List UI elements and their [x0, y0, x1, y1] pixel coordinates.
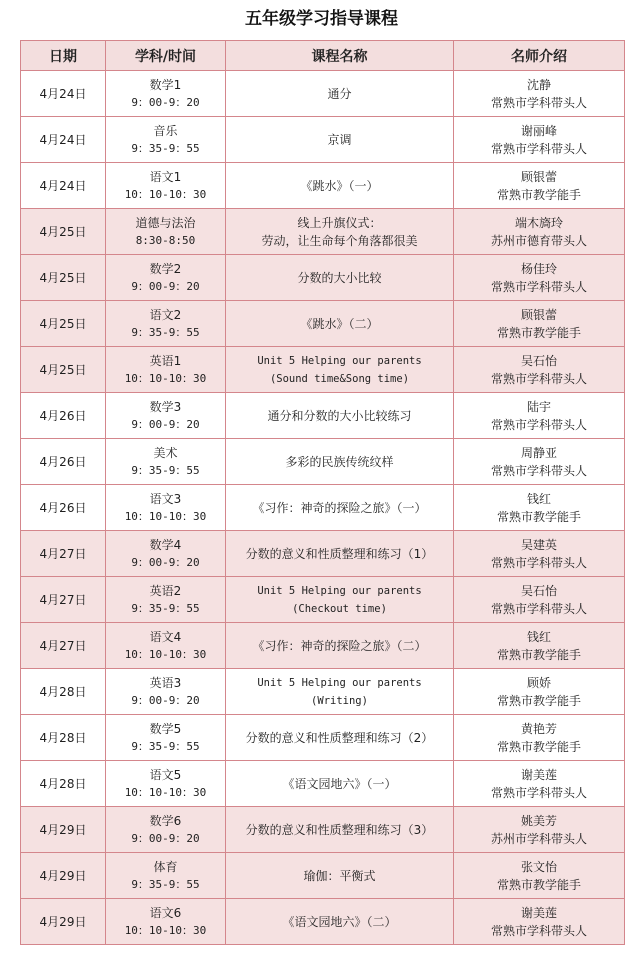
teacher-title: 苏州市学科带头人 — [490, 831, 587, 846]
teacher-cell — [454, 255, 625, 301]
time-label: 9：00-9：20 — [131, 417, 200, 431]
course-cell — [226, 209, 454, 255]
course-name-line: 分数的意义和性质整理和练习（1） — [245, 546, 434, 561]
course-name-line: 通分和分数的大小比较练习 — [267, 408, 412, 423]
teacher-cell — [454, 531, 625, 577]
course-cell — [226, 761, 454, 807]
course-cell — [226, 485, 454, 531]
time-label: 9：35-9：55 — [131, 463, 200, 477]
teacher-name: 钱红 — [526, 629, 551, 644]
table-row — [21, 209, 625, 255]
teacher-name: 顾银蕾 — [520, 169, 557, 184]
teacher-title: 常熟市学科带头人 — [490, 141, 587, 156]
teacher-name: 张文怡 — [520, 859, 557, 874]
header-teacher-intro: 名师介绍 — [454, 41, 625, 71]
subject-label: 数学6 — [149, 813, 182, 828]
date-cell: 4月26日 — [21, 393, 106, 439]
course-name-line: 《跳水》（二） — [300, 316, 379, 331]
teacher-cell — [454, 807, 625, 853]
time-label: 10：10-10：30 — [124, 923, 207, 937]
header-date: 日期 — [21, 41, 106, 71]
subject-time-cell — [106, 255, 226, 301]
time-label: 9：35-9：55 — [131, 325, 200, 339]
table-row — [21, 117, 625, 163]
page-title: 五年级学习指导课程 — [245, 9, 398, 29]
course-cell — [226, 117, 454, 163]
teacher-cell — [454, 393, 625, 439]
teacher-cell — [454, 117, 625, 163]
teacher-cell — [454, 347, 625, 393]
table-row — [21, 393, 625, 439]
course-name-line: (Sound time&Song time) — [269, 372, 410, 385]
subject-label: 英语2 — [149, 583, 182, 598]
table-row — [21, 485, 625, 531]
header-course-name: 课程名称 — [226, 41, 454, 71]
course-name-line: 《语文园地六》（一） — [282, 776, 397, 791]
teacher-name: 黄艳芳 — [520, 721, 557, 736]
course-name-line: 《语文园地六》（二） — [282, 914, 397, 929]
time-label: 8:30-8:50 — [135, 233, 196, 247]
teacher-cell — [454, 439, 625, 485]
teacher-title: 常熟市学科带头人 — [490, 785, 587, 800]
time-label: 9：00-9：20 — [131, 693, 200, 707]
date-cell: 4月28日 — [21, 761, 106, 807]
time-label: 9：00-9：20 — [131, 555, 200, 569]
teacher-title: 常熟市教学能手 — [496, 187, 581, 202]
teacher-title: 常熟市学科带头人 — [490, 95, 587, 110]
subject-label: 语文3 — [149, 491, 182, 506]
subject-label: 体育 — [153, 859, 178, 874]
subject-time-cell — [106, 485, 226, 531]
teacher-name: 吴石怡 — [520, 583, 557, 598]
course-cell — [226, 715, 454, 761]
course-cell — [226, 347, 454, 393]
course-name-line: 《习作：神奇的探险之旅》（一） — [252, 500, 427, 515]
date-cell: 4月29日 — [21, 899, 106, 945]
course-name-line: (Writing) — [311, 694, 368, 707]
table-row — [21, 899, 625, 945]
table-header-row — [21, 41, 625, 71]
course-cell — [226, 899, 454, 945]
time-label: 10：10-10：30 — [124, 187, 207, 201]
course-name-line: 《跳水》（一） — [300, 178, 379, 193]
date-cell: 4月29日 — [21, 807, 106, 853]
course-name-line: 多彩的民族传统纹样 — [285, 454, 394, 469]
teacher-cell — [454, 623, 625, 669]
table-row — [21, 439, 625, 485]
table-row — [21, 853, 625, 899]
course-cell — [226, 669, 454, 715]
table-row — [21, 255, 625, 301]
time-label: 10：10-10：30 — [124, 647, 207, 661]
date-cell: 4月26日 — [21, 439, 106, 485]
teacher-name: 陆宇 — [526, 399, 551, 414]
teacher-name: 谢丽峰 — [520, 123, 557, 138]
course-name-line: Unit 5 Helping our parents — [257, 354, 422, 367]
table-row — [21, 71, 625, 117]
teacher-cell — [454, 669, 625, 715]
teacher-cell — [454, 301, 625, 347]
teacher-cell — [454, 485, 625, 531]
teacher-name: 谢美莲 — [520, 767, 557, 782]
teacher-title: 常熟市学科带头人 — [490, 417, 587, 432]
table-row — [21, 531, 625, 577]
date-cell: 4月27日 — [21, 623, 106, 669]
subject-label: 数学2 — [149, 261, 182, 276]
time-label: 10：10-10：30 — [124, 371, 207, 385]
course-name-line: 京调 — [327, 132, 352, 147]
subject-label: 语文6 — [149, 905, 182, 920]
teacher-title: 常熟市教学能手 — [496, 509, 581, 524]
teacher-cell — [454, 899, 625, 945]
time-label: 9：00-9：20 — [131, 279, 200, 293]
course-name-line: Unit 5 Helping our parents — [257, 584, 422, 597]
course-name-line: 劳动，让生命每个角落都很美 — [261, 233, 418, 248]
subject-time-cell — [106, 577, 226, 623]
subject-time-cell — [106, 715, 226, 761]
subject-label: 英语3 — [149, 675, 182, 690]
teacher-name: 顾娇 — [526, 675, 551, 690]
table-row — [21, 347, 625, 393]
subject-label: 音乐 — [153, 123, 178, 138]
table-row — [21, 669, 625, 715]
teacher-title: 常熟市学科带头人 — [490, 923, 587, 938]
date-cell: 4月27日 — [21, 577, 106, 623]
course-cell — [226, 577, 454, 623]
subject-time-cell — [106, 209, 226, 255]
teacher-title: 常熟市学科带头人 — [490, 601, 587, 616]
header-subject-time: 学科/时间 — [106, 41, 226, 71]
subject-label: 语文1 — [149, 169, 182, 184]
subject-time-cell — [106, 393, 226, 439]
table-row — [21, 163, 625, 209]
course-name-line: 线上升旗仪式： — [297, 215, 382, 230]
teacher-name: 姚美芳 — [520, 813, 557, 828]
course-cell — [226, 255, 454, 301]
teacher-cell — [454, 209, 625, 255]
teacher-title: 常熟市学科带头人 — [490, 371, 587, 386]
subject-time-cell — [106, 761, 226, 807]
subject-label: 美术 — [153, 445, 178, 460]
teacher-title: 常熟市教学能手 — [496, 739, 581, 754]
course-name-line: Unit 5 Helping our parents — [257, 676, 422, 689]
course-name-line: 分数的大小比较 — [297, 270, 382, 285]
course-cell — [226, 807, 454, 853]
subject-label: 数学3 — [149, 399, 182, 414]
date-cell: 4月28日 — [21, 669, 106, 715]
subject-time-cell — [106, 163, 226, 209]
subject-time-cell — [106, 71, 226, 117]
time-label: 10：10-10：30 — [124, 509, 207, 523]
table-row — [21, 761, 625, 807]
time-label: 9：35-9：55 — [131, 877, 200, 891]
table-row — [21, 301, 625, 347]
table-row — [21, 715, 625, 761]
subject-time-cell — [106, 301, 226, 347]
teacher-title: 常熟市学科带头人 — [490, 279, 587, 294]
time-label: 9：35-9：55 — [131, 601, 200, 615]
date-cell: 4月25日 — [21, 301, 106, 347]
course-cell — [226, 163, 454, 209]
subject-time-cell — [106, 899, 226, 945]
date-cell: 4月26日 — [21, 485, 106, 531]
teacher-name: 谢美莲 — [520, 905, 557, 920]
teacher-cell — [454, 71, 625, 117]
subject-time-cell — [106, 347, 226, 393]
table-row — [21, 807, 625, 853]
subject-label: 语文4 — [149, 629, 182, 644]
date-cell: 4月24日 — [21, 117, 106, 163]
date-cell: 4月29日 — [21, 853, 106, 899]
teacher-cell — [454, 577, 625, 623]
subject-label: 语文2 — [149, 307, 182, 322]
course-cell — [226, 439, 454, 485]
teacher-name: 钱红 — [526, 491, 551, 506]
course-name-line: (Checkout time) — [292, 602, 387, 615]
teacher-cell — [454, 761, 625, 807]
teacher-title: 常熟市学科带头人 — [490, 555, 587, 570]
subject-label: 数学4 — [149, 537, 182, 552]
subject-time-cell — [106, 623, 226, 669]
subject-label: 语文5 — [149, 767, 182, 782]
teacher-name: 顾银蕾 — [520, 307, 557, 322]
time-label: 9：35-9：55 — [131, 739, 200, 753]
subject-time-cell — [106, 439, 226, 485]
subject-label: 道德与法治 — [135, 215, 196, 230]
course-cell — [226, 301, 454, 347]
date-cell: 4月25日 — [21, 255, 106, 301]
subject-label: 数学1 — [149, 77, 182, 92]
teacher-name: 吴建英 — [520, 537, 557, 552]
course-name-line: 分数的意义和性质整理和练习（2） — [245, 730, 434, 745]
time-label: 10：10-10：30 — [124, 785, 207, 799]
teacher-name: 吴石怡 — [520, 353, 557, 368]
teacher-title: 苏州市德育带头人 — [490, 233, 587, 248]
date-cell: 4月24日 — [21, 71, 106, 117]
teacher-name: 周静亚 — [520, 445, 557, 460]
course-cell — [226, 71, 454, 117]
teacher-cell — [454, 163, 625, 209]
course-cell — [226, 393, 454, 439]
table-row — [21, 577, 625, 623]
teacher-name: 沈静 — [526, 77, 551, 92]
date-cell: 4月28日 — [21, 715, 106, 761]
date-cell: 4月27日 — [21, 531, 106, 577]
teacher-title: 常熟市教学能手 — [496, 693, 581, 708]
teacher-title: 常熟市教学能手 — [496, 877, 581, 892]
time-label: 9：00-9：20 — [131, 831, 200, 845]
teacher-title: 常熟市学科带头人 — [490, 463, 587, 478]
date-cell: 4月25日 — [21, 209, 106, 255]
teacher-cell — [454, 853, 625, 899]
date-cell: 4月25日 — [21, 347, 106, 393]
subject-time-cell — [106, 807, 226, 853]
subject-time-cell — [106, 531, 226, 577]
course-cell — [226, 531, 454, 577]
teacher-title: 常熟市教学能手 — [496, 647, 581, 662]
subject-time-cell — [106, 669, 226, 715]
subject-time-cell — [106, 117, 226, 163]
teacher-title: 常熟市教学能手 — [496, 325, 581, 340]
time-label: 9：00-9：20 — [131, 95, 200, 109]
course-cell — [226, 853, 454, 899]
teacher-name: 杨佳玲 — [520, 261, 557, 276]
date-cell: 4月24日 — [21, 163, 106, 209]
course-name-line: 分数的意义和性质整理和练习（3） — [245, 822, 434, 837]
course-name-line: 通分 — [327, 86, 352, 101]
teacher-name: 端木旖玲 — [514, 215, 563, 230]
subject-label: 英语1 — [149, 353, 182, 368]
course-name-line: 《习作：神奇的探险之旅》（二） — [252, 638, 427, 653]
time-label: 9：35-9：55 — [131, 141, 200, 155]
subject-time-cell — [106, 853, 226, 899]
subject-label: 数学5 — [149, 721, 182, 736]
schedule-table — [20, 40, 625, 945]
table-row — [21, 623, 625, 669]
schedule-body — [21, 71, 625, 945]
teacher-cell — [454, 715, 625, 761]
course-name-line: 瑜伽：平衡式 — [303, 868, 376, 883]
course-cell — [226, 623, 454, 669]
